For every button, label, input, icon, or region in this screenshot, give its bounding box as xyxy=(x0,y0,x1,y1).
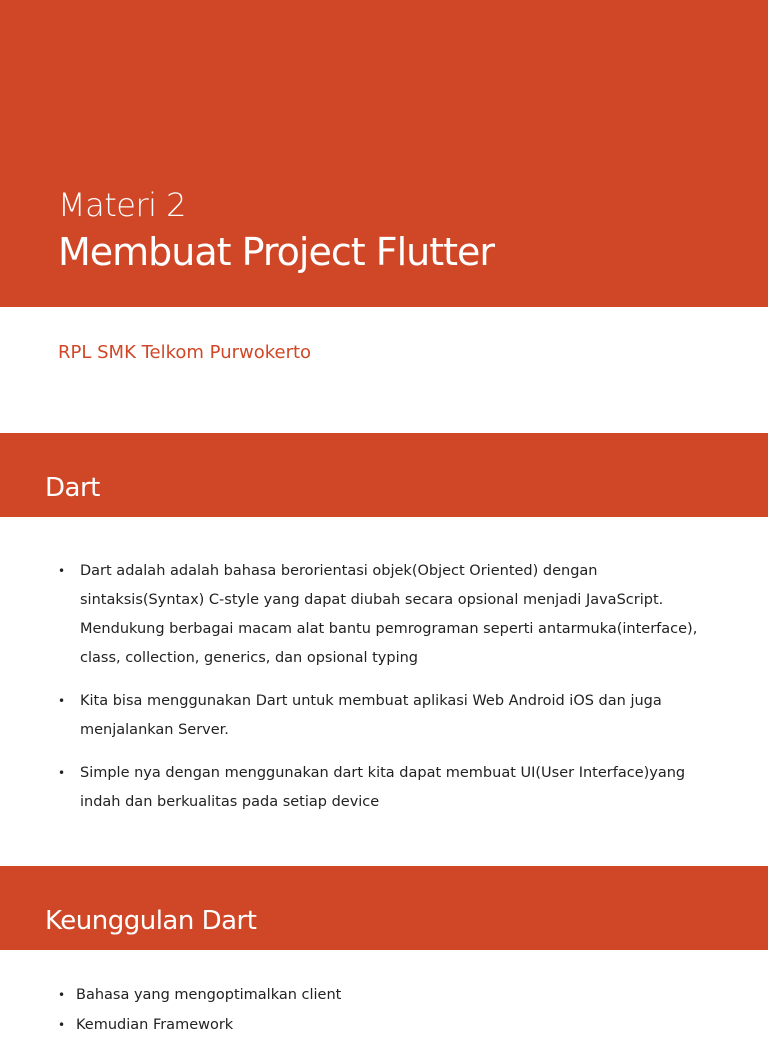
slide-header xyxy=(0,866,768,950)
bullet-item xyxy=(58,557,698,673)
slide-pre-title: Materi 2 xyxy=(58,186,187,224)
bullet-text: Kita bisa menggunakan Dart untuk membuat aplikasi Web Android iOS dan juga menjalankan Server. xyxy=(80,693,662,738)
bullet-item xyxy=(58,759,698,817)
bullet-text: Kemudian Framework xyxy=(76,1017,234,1033)
slide-header xyxy=(0,433,768,517)
slide-title: Keunggulan Dart xyxy=(45,906,257,936)
bullet-icon: • xyxy=(58,1018,66,1032)
title-slide xyxy=(0,0,768,416)
bullet-text: Dart adalah adalah bahasa berorientasi objek(Object Oriented) dengan sintaksis(Syntax) C-style yang dapat diubah secara opsional menjadi JavaScript. Mendukung berbagai macam alat bantu pemrograman seperti antarmuka(interface), class, collection, generics, dan opsional typing xyxy=(80,563,698,666)
bullet-icon: • xyxy=(58,988,66,1002)
bullet-icon: • xyxy=(58,564,66,578)
bullet-list xyxy=(58,980,698,1040)
slide-title: Dart xyxy=(45,473,100,503)
dart-slide xyxy=(0,433,768,849)
bullet-list xyxy=(58,557,698,831)
bullet-item xyxy=(58,1010,698,1040)
bullet-icon: • xyxy=(58,694,66,708)
bullet-text: Bahasa yang mengoptimalkan client xyxy=(76,987,342,1003)
bullet-icon: • xyxy=(58,766,66,780)
bullet-text: Simple nya dengan menggunakan dart kita dapat membuat UI(User Interface)yang indah dan berkualitas pada setiap device xyxy=(80,765,686,810)
slide-subtitle: RPL SMK Telkom Purwokerto xyxy=(58,342,312,363)
bullet-item xyxy=(58,687,698,745)
title-band xyxy=(0,0,768,307)
bullet-item xyxy=(58,980,698,1010)
keunggulan-dart-slide xyxy=(0,866,768,1033)
slide-main-title: Membuat Project Flutter xyxy=(58,230,495,274)
